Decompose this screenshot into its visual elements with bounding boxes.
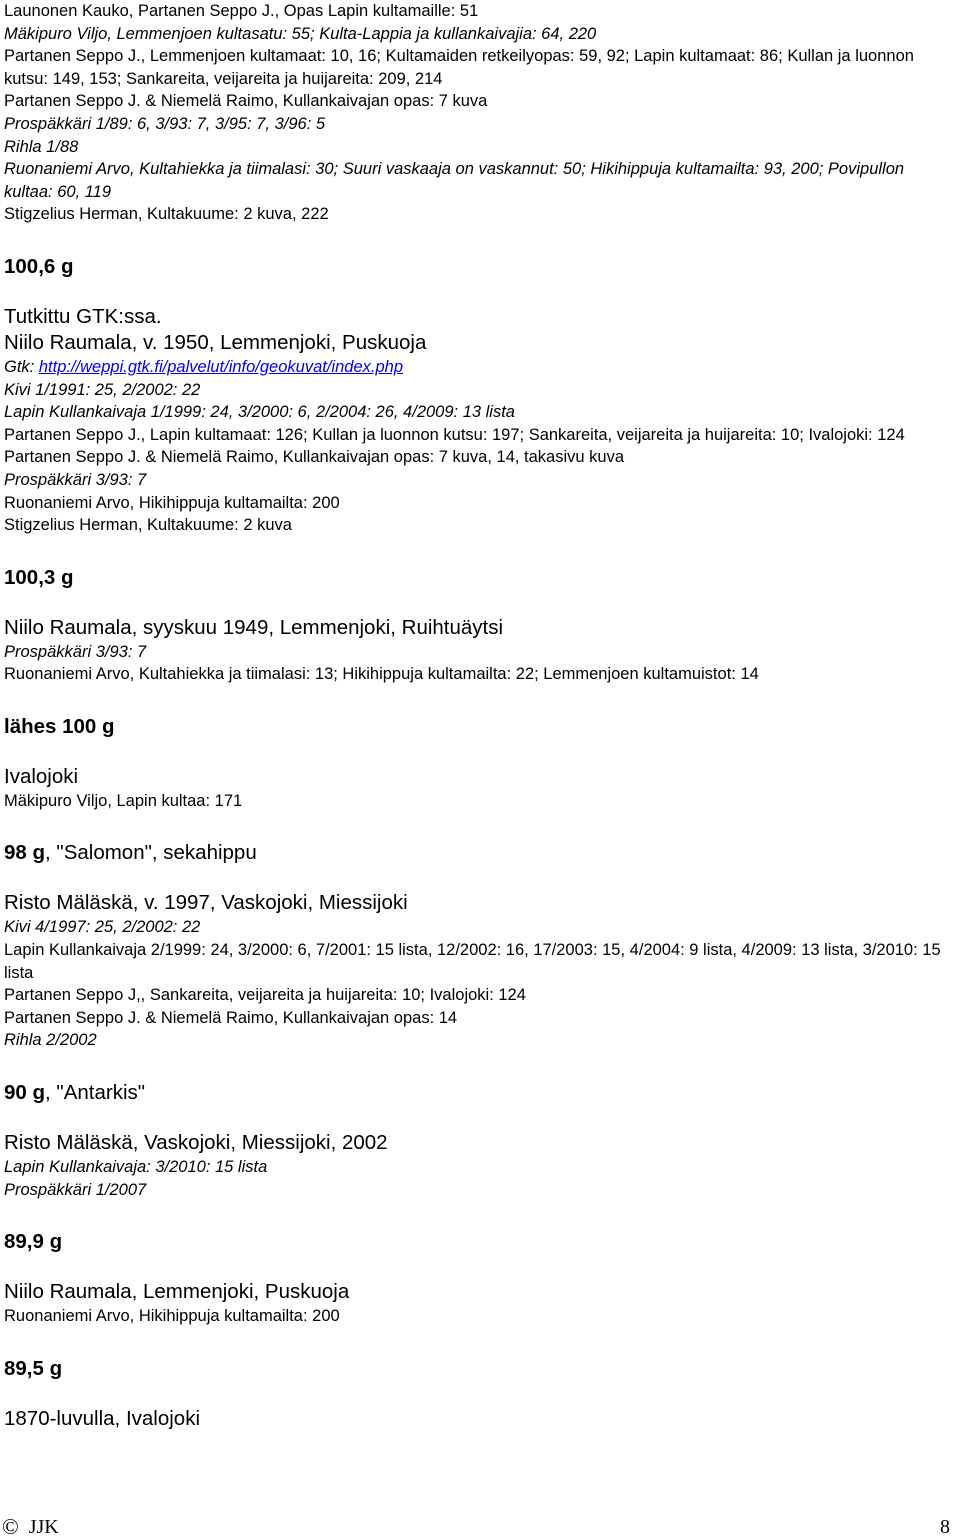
nugget-weight-heading (4, 1229, 956, 1255)
ref-line: Partanen Seppo J., Lapin kultamaat: 126; Kullan ja luonnon kutsu: 197; Sankareita, veijareita ja huijareita: 10; Ivalojoki: 124 (4, 425, 905, 444)
ref-line: Lapin Kullankaivaja: 3/2010: 15 lista (4, 1158, 268, 1177)
link-prefix: Gtk: (4, 357, 39, 376)
nugget-finder-line: Niilo Raumala, v. 1950, Lemmenjoki, Puskuoja (4, 330, 427, 354)
ref-line: Prospäkkäri 3/93: 7 (4, 470, 147, 489)
spacer (4, 591, 956, 615)
footer-author: JJK (28, 1515, 59, 1538)
nugget-weight: lähes 100 g (4, 714, 115, 738)
spacer (4, 280, 956, 304)
ref-line: Prospäkkäri 1/2007 (4, 1180, 147, 1199)
document-body (4, 0, 956, 1432)
nugget-weight-heading (4, 840, 956, 866)
nugget-weight-heading (4, 1080, 956, 1106)
ref-line: Ruonaniemi Arvo, Kultahiekka ja tiimalasi: 13; Hikihippuja kultamailta: 22; Lemmenjoen kultamuistot: 14 (4, 665, 759, 684)
ref-line: Lapin Kullankaivaja 1/1999: 24, 3/2000: 6, 2/2004: 26, 4/2009: 13 lista (4, 403, 515, 422)
nugget-weight: 89,5 g (4, 1356, 63, 1380)
nugget-finder-line: Ivalojoki (4, 764, 79, 788)
spacer (4, 1255, 956, 1279)
nugget-nickname: , "Antarkis" (45, 1081, 146, 1105)
spacer (4, 1382, 956, 1406)
nugget-finder-line: Niilo Raumala, Lemmenjoki, Puskuoja (4, 1280, 350, 1304)
nugget-finder-line: Risto Mäläskä, Vaskojoki, Miessijoki, 2002 (4, 1131, 388, 1155)
nugget-weight: 90 g (4, 1081, 46, 1105)
page-footer (2, 1515, 950, 1539)
nugget-finder-line: Risto Mäläskä, v. 1997, Vaskojoki, Miessijoki (4, 891, 408, 915)
nugget-weight: 100,6 g (4, 254, 74, 278)
spacer (4, 686, 956, 714)
gtk-link[interactable]: http://weppi.gtk.fi/palvelut/info/geokuvat/index.php (38, 357, 403, 376)
ref-line: Ruonaniemi Arvo, Hikihippuja kultamailta: 200 (4, 1307, 340, 1326)
nugget-weight: 98 g (4, 841, 46, 865)
spacer (4, 1052, 956, 1080)
nugget-weight-heading (4, 714, 956, 740)
page-number: 8 (940, 1515, 950, 1538)
ref-line: Partanen Seppo J,, Sankareita, veijareita ja huijareita: 10; Ivalojoki: 124 (4, 986, 526, 1005)
spacer (4, 537, 956, 565)
nugget-weight-heading (4, 1356, 956, 1382)
spacer (4, 1106, 956, 1130)
ref-line: Mäkipuro Viljo, Lemmenjoen kultasatu: 55; Kulta-Lappia ja kullankaivajia: 64, 220 (4, 24, 597, 43)
ref-line: Rihla 1/88 (4, 137, 79, 156)
ref-line: Stigzelius Herman, Kultakuume: 2 kuva, 222 (4, 205, 329, 224)
ref-line: Prospäkkäri 3/93: 7 (4, 642, 147, 661)
ref-line: Kivi 4/1997: 25, 2/2002: 22 (4, 918, 201, 937)
ref-line: Partanen Seppo J. & Niemelä Raimo, Kullankaivajan opas: 7 kuva (4, 92, 488, 111)
ref-line: Rihla 2/2002 (4, 1031, 97, 1050)
nugget-finder-line: Niilo Raumala, syyskuu 1949, Lemmenjoki, Ruihtuäytsi (4, 615, 504, 639)
ref-line: Partanen Seppo J., Lemmenjoen kultamaat: 10, 16; Kultamaiden retkeilyopas: 59, 92; Lapin kultamaat: 86; Kullan ja luonnon kutsu: 149, 153; Sankareita, veijareita ja huijareita: 209, 214 (4, 47, 914, 88)
ref-line: Stigzelius Herman, Kultakuume: 2 kuva (4, 516, 292, 535)
nugget-weight: 100,3 g (4, 565, 74, 589)
spacer (4, 1201, 956, 1229)
nugget-list (4, 226, 956, 1432)
nugget-weight: 89,9 g (4, 1230, 63, 1254)
ref-line: Prospäkkäri 1/89: 6, 3/93: 7, 3/95: 7, 3/96: 5 (4, 114, 326, 133)
nugget-weight-heading (4, 254, 956, 280)
spacer (4, 1328, 956, 1356)
ref-line: Partanen Seppo J. & Niemelä Raimo, Kullankaivajan opas: 14 (4, 1008, 458, 1027)
spacer (4, 866, 956, 890)
spacer (4, 812, 956, 840)
ref-line: Ruonaniemi Arvo, Kultahiekka ja tiimalasi: 30; Suuri vaskaaja on vaskannut: 50; Hikihippuja kultamailta: 93, 200; Povipullon kultaa: 60, 119 (4, 160, 905, 201)
ref-line (4, 356, 956, 379)
nugget-finder-line: 1870-luvulla, Ivalojoki (4, 1406, 201, 1430)
ref-line: Partanen Seppo J. & Niemelä Raimo, Kullankaivajan opas: 7 kuva, 14, takasivu kuva (4, 448, 625, 467)
spacer (4, 740, 956, 764)
nugget-nickname: , "Salomon", sekahippu (45, 841, 257, 865)
ref-line: Kivi 1/1991: 25, 2/2002: 22 (4, 380, 201, 399)
ref-line: Lapin Kullankaivaja 2/1999: 24, 3/2000: 6, 7/2001: 15 lista, 12/2002: 16, 17/2003: 15, 4/2004: 9 lista, 4/2009: 13 lista, 3/2010: 15 lista (4, 941, 941, 982)
copyright-symbol: © (2, 1514, 19, 1539)
ref-line: Launonen Kauko, Partanen Seppo J., Opas Lapin kultamaille: 51 (4, 2, 479, 20)
spacer (4, 226, 956, 254)
ref-line: Mäkipuro Viljo, Lapin kultaa: 171 (4, 791, 243, 810)
ref-line: Ruonaniemi Arvo, Hikihippuja kultamailta: 200 (4, 493, 340, 512)
nugget-finder-line: Tutkittu GTK:ssa. (4, 304, 162, 328)
nugget-weight-heading (4, 565, 956, 591)
